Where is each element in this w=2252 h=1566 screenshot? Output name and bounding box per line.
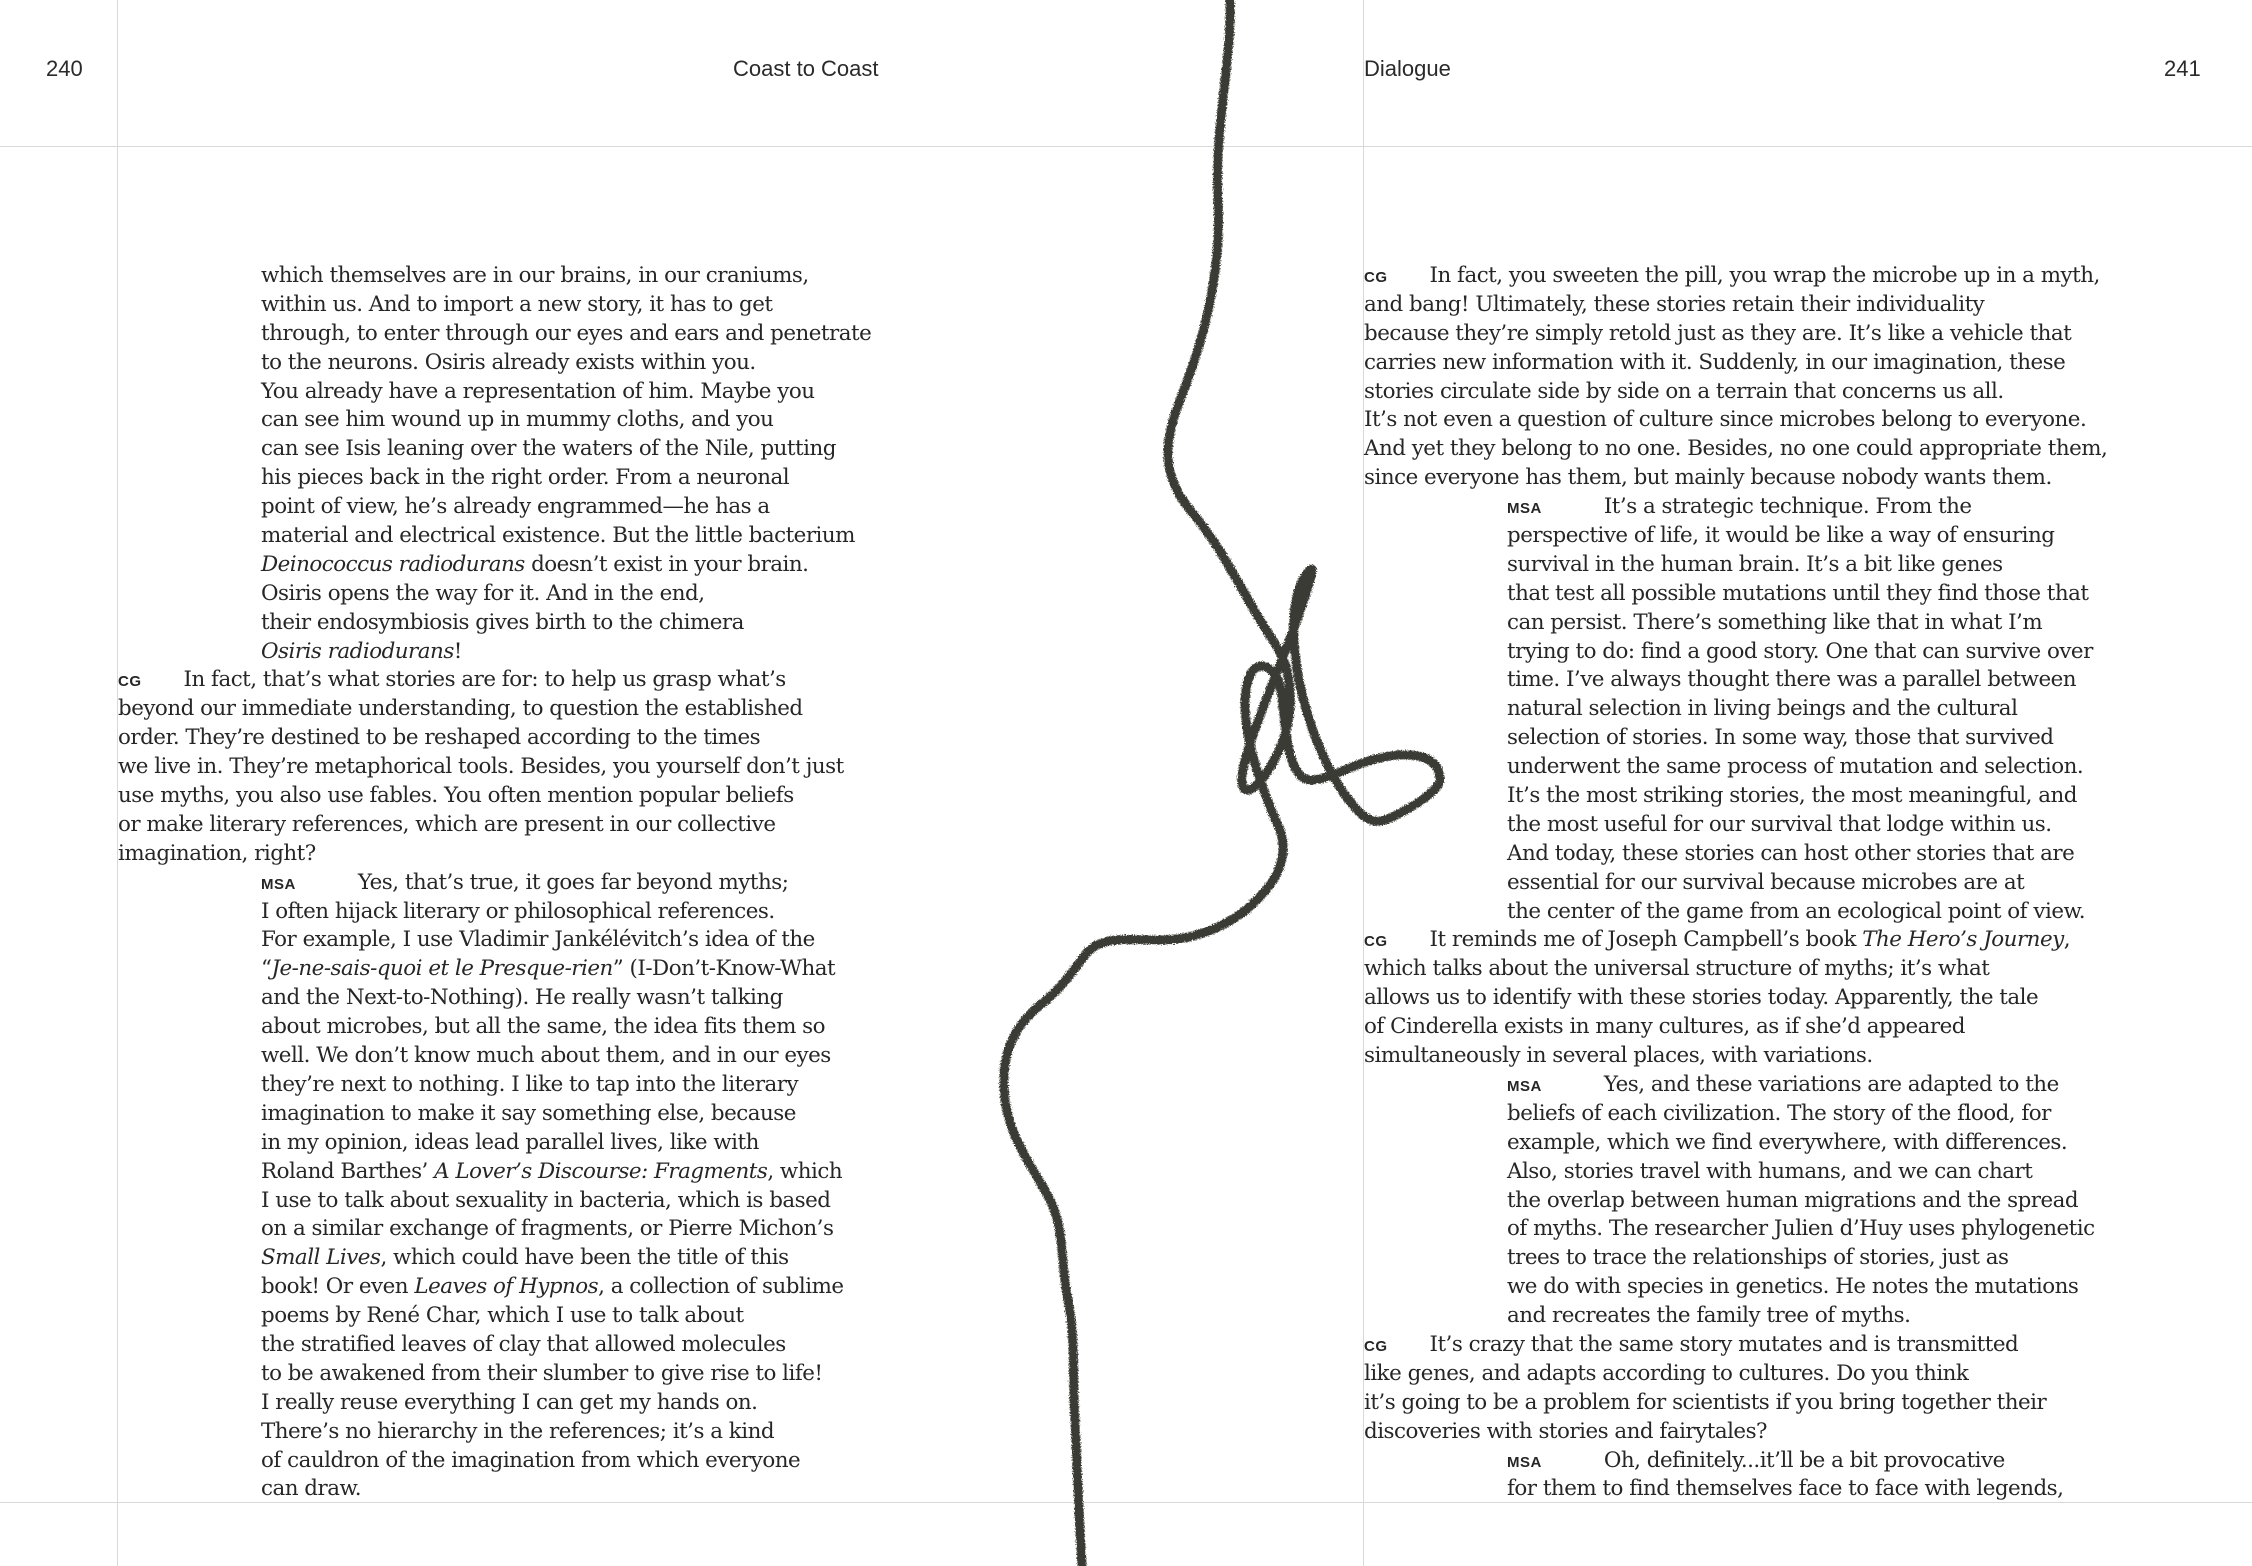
text-line <box>1364 955 2107 984</box>
italic-title: A Lover’s Discourse: Fragments <box>434 1158 768 1184</box>
text-line <box>118 1100 871 1129</box>
text-run: imagination, right? <box>118 840 316 866</box>
text-run: use myths, you also use fables. You often mention popular beliefs <box>118 783 794 809</box>
speaker-label: CG <box>118 673 142 691</box>
text-line <box>1364 551 2107 580</box>
text-run: of myths. The researcher Julien d’Huy uses phylogenetic <box>1507 1216 2095 1242</box>
text-run: in my opinion, ideas lead parallel lives, like with <box>261 1129 759 1155</box>
text-line <box>1364 1331 2107 1360</box>
text-run: because they’re simply retold just as they are. It’s like a vehicle that <box>1364 320 2072 346</box>
text-run: material and electrical existence. But the little bacterium <box>261 523 855 549</box>
text-line <box>118 1273 871 1302</box>
text-line <box>118 609 871 638</box>
italic-title: The Hero’s Journey <box>1862 927 2064 953</box>
text-line <box>118 898 871 927</box>
text-line <box>1364 1273 2107 1302</box>
text-run: selection of stories. In some way, those that survived <box>1507 725 2054 751</box>
text-run: carries new information with it. Suddenly, in our imagination, these <box>1364 349 2066 375</box>
text-line <box>1364 1042 2107 1071</box>
text-line <box>118 984 871 1013</box>
text-line <box>118 493 871 522</box>
text-run: And yet they belong to no one. Besides, no one could appropriate them, <box>1364 436 2108 462</box>
text-run: ” (I-Don’t-Know-What <box>612 956 836 982</box>
text-line <box>1364 320 2107 349</box>
text-run: I often hijack literary or philosophical references. <box>261 898 775 924</box>
text-line <box>118 1302 871 1331</box>
text-run: we do with species in genetics. He notes the mutations <box>1507 1274 2079 1300</box>
italic-title: Je-ne-sais-quoi et le Presque-rien <box>271 956 613 982</box>
text-run: and bang! Ultimately, these stories retain their individuality <box>1364 291 1985 317</box>
text-run: And today, these stories can host other stories that are <box>1507 840 2075 866</box>
text-line <box>118 580 871 609</box>
text-run: example, which we find everywhere, with differences. <box>1507 1129 2068 1155</box>
text-run: , which could have been the title of this <box>380 1245 789 1271</box>
text-line <box>118 695 871 724</box>
text-run: It reminds me of Joseph Campbell’s book <box>1429 927 1863 953</box>
text-run: Also, stories travel with humans, and we can chart <box>1507 1158 2033 1184</box>
text-run: through, to enter through our eyes and ears and penetrate <box>261 320 872 346</box>
text-line <box>118 782 871 811</box>
text-run: can persist. There’s something like that in what I’m <box>1507 609 2043 635</box>
text-run: It’s crazy that the same story mutates and is transmitted <box>1429 1331 2019 1357</box>
text-line <box>118 869 871 898</box>
text-line <box>118 1447 871 1476</box>
text-line <box>118 291 871 320</box>
text-run: “ <box>261 956 272 982</box>
text-line <box>1364 1302 2107 1331</box>
text-line <box>118 320 871 349</box>
text-line <box>118 522 871 551</box>
text-line <box>118 926 871 955</box>
text-line <box>1364 840 2107 869</box>
text-line <box>118 349 871 378</box>
text-run: and recreates the family tree of myths. <box>1507 1303 1911 1329</box>
text-run: In fact, you sweeten the pill, you wrap the microbe up in a myth, <box>1429 263 2100 288</box>
text-line <box>1364 984 2107 1013</box>
text-run: the stratified leaves of clay that allowed molecules <box>261 1331 786 1357</box>
text-line <box>1364 1475 2107 1504</box>
text-run: for them to find themselves face to face with legends, <box>1507 1476 2064 1502</box>
text-run: There’s no hierarchy in the references; it’s a kind <box>261 1418 775 1444</box>
text-run: In fact, that’s what stories are for: to help us grasp what’s <box>183 667 786 693</box>
text-run: within us. And to import a new story, it has to get <box>261 291 773 317</box>
left-column-text <box>118 262 871 1504</box>
text-run: and the Next-to-Nothing). He really wasn’t talking <box>261 985 783 1011</box>
text-run: his pieces back in the right order. From a neuronal <box>261 465 790 491</box>
text-line <box>1364 464 2107 493</box>
text-line <box>118 753 871 782</box>
text-line <box>1364 1360 2107 1389</box>
text-run: , which <box>767 1158 843 1184</box>
speaker-label: MSA <box>1507 500 1542 518</box>
text-line <box>1364 753 2107 782</box>
text-line <box>1364 406 2107 435</box>
text-line <box>1364 522 2107 551</box>
text-run: stories circulate side by side on a terrain that concerns us all. <box>1364 378 2004 404</box>
text-line <box>118 1244 871 1273</box>
text-run: the center of the game from an ecological point of view. <box>1507 898 2086 924</box>
text-line <box>1364 1187 2107 1216</box>
text-line <box>1364 1158 2107 1187</box>
text-line <box>118 1418 871 1447</box>
text-run: It’s the most striking stories, the most meaningful, and <box>1507 783 2077 809</box>
text-run: of cauldron of the imagination from which everyone <box>261 1447 801 1473</box>
text-line <box>1364 926 2107 955</box>
text-run: Osiris opens the way for it. And in the end, <box>261 580 705 606</box>
text-line <box>118 811 871 840</box>
text-line <box>1364 1244 2107 1273</box>
text-run: ! <box>453 638 462 664</box>
text-run: the overlap between human migrations and the spread <box>1507 1187 2079 1213</box>
text-run: which themselves are in our brains, in our craniums, <box>261 263 809 288</box>
text-line <box>118 1071 871 1100</box>
text-line <box>1364 1129 2107 1158</box>
text-run: essential for our survival because microbes are at <box>1507 869 2025 895</box>
speaker-label: CG <box>1364 269 1388 286</box>
text-run: Oh, definitely...it’ll be a bit provocative <box>1603 1447 2005 1473</box>
text-line <box>1364 435 2107 464</box>
right-page-number: 241 <box>2164 56 2201 81</box>
text-run: For example, I use Vladimir Jankélévitch’s idea of the <box>261 927 815 953</box>
text-line <box>118 666 871 695</box>
text-run: I use to talk about sexuality in bacteria, which is based <box>261 1187 831 1213</box>
text-line <box>118 1360 871 1389</box>
left-running-title: Coast to Coast <box>733 56 879 81</box>
text-line <box>118 1042 871 1071</box>
text-run: I really reuse everything I can get my hands on. <box>261 1389 758 1415</box>
speaker-label: MSA <box>1507 1077 1542 1095</box>
text-run: imagination to make it say something else, because <box>261 1100 796 1126</box>
text-run: You already have a representation of him. Maybe you <box>261 378 815 404</box>
text-line <box>1364 291 2107 320</box>
right-column-text <box>1364 262 2107 1504</box>
text-run: can draw. <box>261 1476 362 1502</box>
text-line <box>118 551 871 580</box>
text-run: beliefs of each civilization. The story of the flood, for <box>1507 1100 2051 1126</box>
text-line <box>118 262 871 291</box>
text-line <box>118 1158 871 1187</box>
text-run: the most useful for our survival that lodge within us. <box>1507 811 2052 837</box>
text-line <box>118 724 871 753</box>
text-line <box>118 1389 871 1418</box>
text-run: can see Isis leaning over the waters of the Nile, putting <box>261 436 836 462</box>
text-run: Yes, that’s true, it goes far beyond myths; <box>357 869 789 895</box>
speaker-label: CG <box>1364 933 1388 951</box>
text-run: like genes, and adapts according to cultures. Do you think <box>1364 1360 1969 1386</box>
text-line <box>118 435 871 464</box>
text-line <box>1364 1013 2107 1042</box>
right-running-title: Dialogue <box>1364 56 1451 81</box>
text-run: It’s a strategic technique. From the <box>1603 494 1972 520</box>
text-line <box>118 955 871 984</box>
text-run: can see him wound up in mummy cloths, and you <box>261 407 774 433</box>
text-run: Roland Barthes’ <box>261 1158 435 1184</box>
text-run: to be awakened from their slumber to give rise to life! <box>261 1360 823 1386</box>
text-run: natural selection in living beings and the cultural <box>1507 696 2018 722</box>
text-line <box>118 638 871 667</box>
text-line <box>1364 1447 2107 1476</box>
text-line <box>1364 724 2107 753</box>
text-line <box>1364 378 2107 407</box>
text-line <box>1364 262 2107 291</box>
text-run: underwent the same process of mutation and selection. <box>1507 754 2084 780</box>
text-line <box>118 464 871 493</box>
text-run: It’s not even a question of culture since microbes belong to everyone. <box>1364 407 2087 433</box>
text-run: which talks about the universal structure of myths; it’s what <box>1364 956 1990 982</box>
text-line <box>1364 782 2107 811</box>
text-line <box>118 1187 871 1216</box>
italic-title: Deinococcus radiodurans <box>261 551 525 577</box>
text-line <box>1364 493 2107 522</box>
text-line <box>1364 1100 2107 1129</box>
text-line <box>1364 580 2107 609</box>
speaker-label: CG <box>1364 1337 1388 1355</box>
text-line <box>1364 898 2107 927</box>
text-run: about microbes, but all the same, the idea fits them so <box>261 1014 826 1040</box>
text-run: of Cinderella exists in many cultures, as if she’d appeared <box>1364 1014 1965 1040</box>
text-line <box>1364 349 2107 378</box>
text-run: trees to trace the relationships of stories, just as <box>1507 1245 2009 1271</box>
text-line <box>118 1475 871 1504</box>
text-line <box>118 1331 871 1360</box>
italic-title: Osiris radiodurans <box>261 638 454 664</box>
text-line <box>1364 638 2107 667</box>
text-run: perspective of life, it would be like a way of ensuring <box>1507 523 2055 549</box>
text-line <box>118 1129 871 1158</box>
text-run: , <box>2063 927 2071 953</box>
speaker-label: MSA <box>261 875 296 893</box>
text-run: allows us to identify with these stories today. Apparently, the tale <box>1364 985 2039 1011</box>
italic-title: Leaves of Hypnos <box>414 1274 599 1300</box>
text-line <box>118 1013 871 1042</box>
text-run: order. They’re destined to be reshaped according to the times <box>118 725 761 751</box>
text-run: they’re next to nothing. I like to tap into the literary <box>261 1071 799 1097</box>
text-run: since everyone has them, but mainly because nobody wants them. <box>1364 465 2052 491</box>
speaker-label: MSA <box>1507 1453 1542 1471</box>
text-run: simultaneously in several places, with variations. <box>1364 1043 1873 1069</box>
text-line <box>1364 1215 2107 1244</box>
text-line <box>1364 666 2107 695</box>
text-line <box>1364 869 2107 898</box>
text-line <box>118 406 871 435</box>
text-run: that test all possible mutations until they find those that <box>1507 580 2089 606</box>
text-run: on a similar exchange of fragments, or Pierre Michon’s <box>261 1216 834 1242</box>
text-run: we live in. They’re metaphorical tools. Besides, you yourself don’t just <box>118 754 844 780</box>
text-run: time. I’ve always thought there was a parallel between <box>1507 667 2077 693</box>
text-run: doesn’t exist in your brain. <box>524 551 809 577</box>
text-line <box>1364 609 2107 638</box>
text-line <box>1364 1071 2107 1100</box>
text-line <box>118 840 871 869</box>
text-run: well. We don’t know much about them, and in our eyes <box>261 1043 831 1069</box>
text-run: trying to do: find a good story. One that can survive over <box>1507 638 2093 664</box>
text-run: survival in the human brain. It’s a bit like genes <box>1507 551 2003 577</box>
text-line <box>1364 811 2107 840</box>
text-run: Yes, and these variations are adapted to the <box>1603 1071 2059 1097</box>
text-line <box>1364 695 2107 724</box>
italic-title: Small Lives <box>261 1245 381 1271</box>
header-rule <box>0 146 2252 147</box>
text-line <box>1364 1418 2107 1447</box>
text-run: book! Or even <box>261 1274 415 1300</box>
text-run: discoveries with stories and fairytales? <box>1364 1418 1768 1444</box>
text-run: their endosymbiosis gives birth to the chimera <box>261 609 744 635</box>
text-run: point of view, he’s already engrammed—he has a <box>261 494 770 520</box>
text-run: or make literary references, which are present in our collective <box>118 811 776 837</box>
text-line <box>1364 1389 2107 1418</box>
text-line <box>118 1215 871 1244</box>
text-run: beyond our immediate understanding, to question the established <box>118 696 803 722</box>
text-run: , a collection of sublime <box>598 1274 844 1300</box>
text-line <box>118 378 871 407</box>
text-run: to the neurons. Osiris already exists within you. <box>261 349 756 375</box>
text-run: it’s going to be a problem for scientists if you bring together their <box>1364 1389 2047 1415</box>
text-run: poems by René Char, which I use to talk about <box>261 1303 744 1329</box>
left-page-number: 240 <box>46 56 83 81</box>
